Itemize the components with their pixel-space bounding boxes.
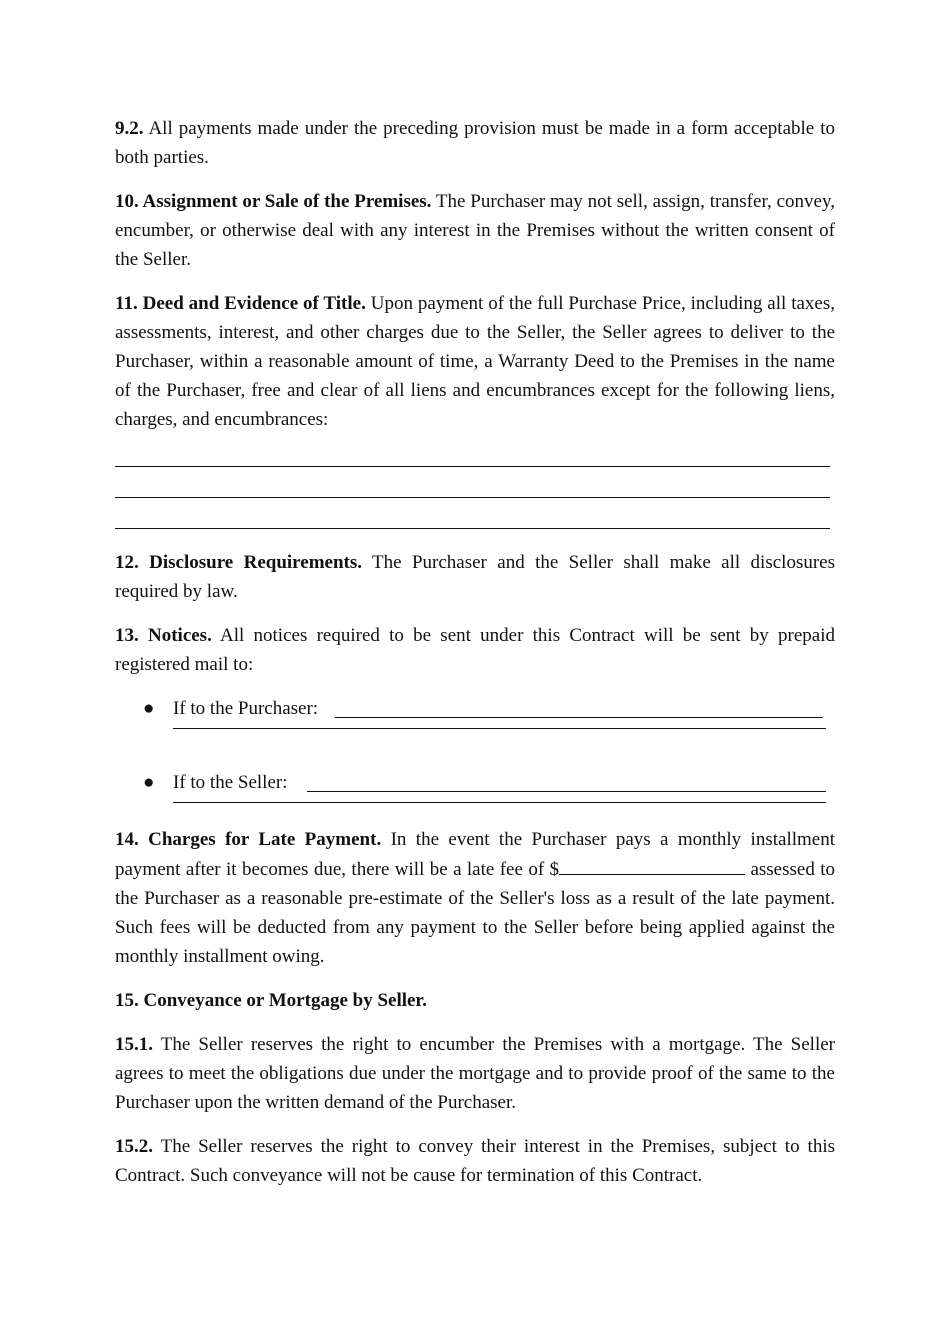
seller-address-label: If to the Seller: xyxy=(173,772,288,793)
encumbrances-blank-lines xyxy=(115,434,835,529)
bullet-icon: ● xyxy=(143,772,155,793)
section-10-text: The Purchaser may not sell, assign, transfer, convey, encumber, or otherwise deal with any interest in the Premises without the written consent of the Seller. xyxy=(115,191,835,270)
encumbrances-line-3[interactable] xyxy=(115,528,830,529)
section-14 xyxy=(115,825,835,971)
seller-address-line-1[interactable] xyxy=(307,791,826,792)
section-10 xyxy=(115,187,835,274)
section-15-1 xyxy=(115,1030,835,1117)
notice-address-list xyxy=(115,694,835,803)
section-13 xyxy=(115,621,835,679)
section-14-text-after: assessed to the Purchaser as a reasonable pre-estimate of the Seller's loss as a result of the late payment. Such fees will be deducted from any payment to the Seller before being applied against the monthly installment owing. xyxy=(115,859,835,967)
section-9-2 xyxy=(115,114,835,172)
purchaser-address-line-2[interactable] xyxy=(173,728,826,729)
section-11-text: Upon payment of the full Purchase Price, including all taxes, assessments, interest, and other charges due to the Seller, the Seller agrees to deliver to the Purchaser, within a reasonable amount of time, a Warranty Deed to the Premises in the name of the Purchaser, free and clear of all liens and encumbrances except for the following liens, charges, and encumbrances: xyxy=(115,293,835,430)
section-13-text: All notices required to be sent under this Contract will be sent by prepaid registered mail to: xyxy=(115,625,835,675)
section-15-2-number: 15.2. xyxy=(115,1136,153,1157)
section-15-2 xyxy=(115,1132,835,1190)
section-15-1-number: 15.1. xyxy=(115,1034,153,1055)
section-13-heading: 13. Notices. xyxy=(115,625,212,646)
encumbrances-line-2[interactable] xyxy=(115,497,830,498)
purchaser-address-row xyxy=(143,694,835,723)
section-15-1-text: The Seller reserves the right to encumber the Premises with a mortgage. The Seller agrees to meet the obligations due under the mortgage and to provide proof of the same to the Purchaser upon the written demand of the Purchaser. xyxy=(115,1034,835,1113)
section-12-heading: 12. Disclosure Requirements. xyxy=(115,552,362,573)
section-15-2-text: The Seller reserves the right to convey their interest in the Premises, subject to this Contract. Such conveyance will not be cause for termination of this Contract. xyxy=(115,1136,835,1186)
bullet-icon: ● xyxy=(143,698,155,719)
section-12 xyxy=(115,548,835,606)
encumbrances-line-1[interactable] xyxy=(115,466,830,467)
section-14-heading: 14. Charges for Late Payment. xyxy=(115,829,382,850)
section-15-heading: 15. Conveyance or Mortgage by Seller. xyxy=(115,990,427,1011)
section-11 xyxy=(115,289,835,434)
section-10-heading: 10. Assignment or Sale of the Premises. xyxy=(115,191,432,212)
section-15 xyxy=(115,986,835,1015)
seller-address-line-2[interactable] xyxy=(173,802,826,803)
purchaser-address-label: If to the Purchaser: xyxy=(173,698,319,719)
late-fee-amount-blank[interactable] xyxy=(559,854,745,875)
section-11-heading: 11. Deed and Evidence of Title. xyxy=(115,293,366,314)
seller-address-row xyxy=(143,768,835,797)
section-12-text: The Purchaser and the Seller shall make all disclosures required by law. xyxy=(115,552,835,602)
section-14-text-before: In the event the Purchaser pays a monthly installment payment after it becomes due, there will be a late fee of $ xyxy=(115,829,835,880)
purchaser-address-line-1[interactable] xyxy=(335,717,823,718)
section-9-2-text: All payments made under the preceding provision must be made in a form acceptable to both parties. xyxy=(115,118,835,168)
section-9-2-number: 9.2. xyxy=(115,118,144,139)
